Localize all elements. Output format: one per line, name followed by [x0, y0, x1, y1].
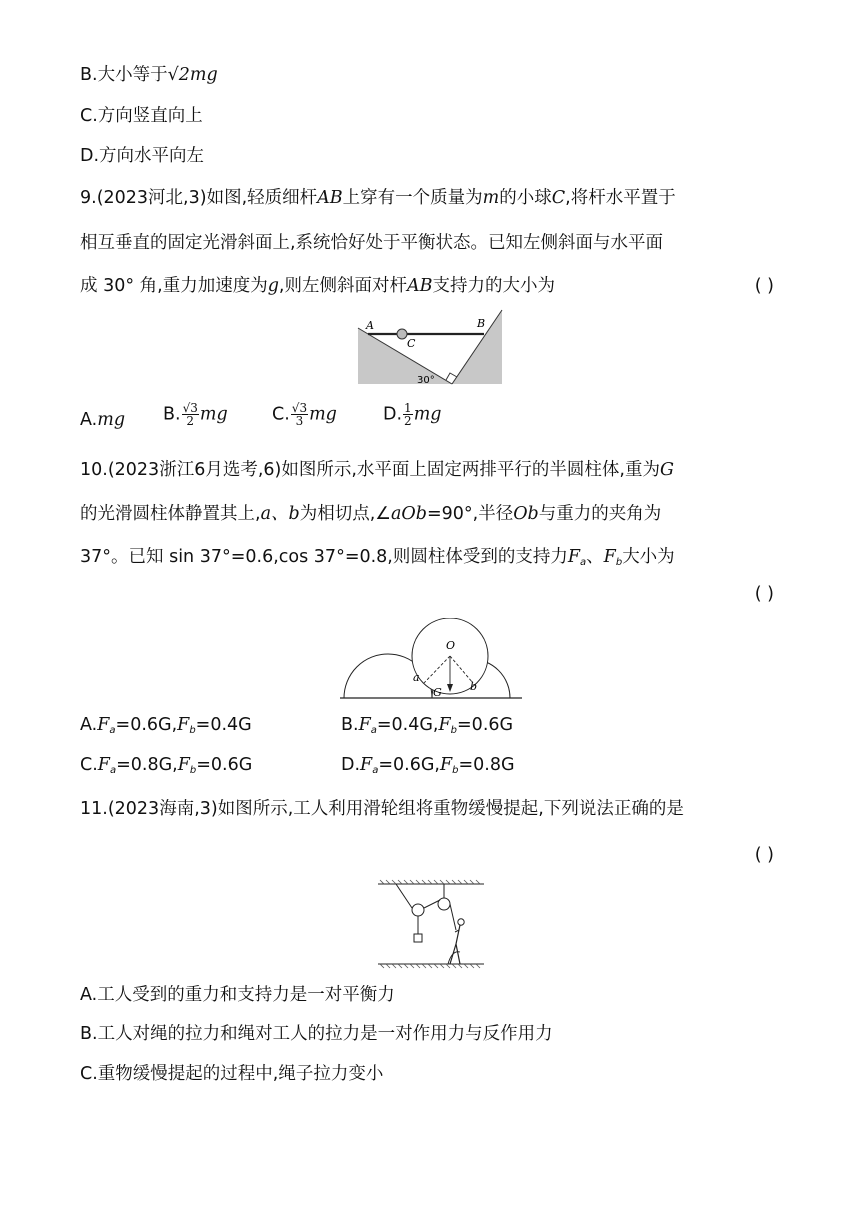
q10-option-c: $C.F_a=0.8G,F_b=0.6G$	[80, 755, 253, 776]
q11-stem-line1: 11.(2023海南,3)如图所示,工人利用滑轮组将重物缓慢提起,下列说法正确的是	[80, 799, 684, 819]
q11-worker	[458, 919, 464, 925]
q10-option-a: $A.F_a=0.6G,F_b=0.4G$	[80, 715, 252, 736]
q9-stem-line1: 9.(2023河北,3)如图,轻质细杆AB上穿有一个质量为m的小球C,将杆水平置于	[80, 188, 676, 208]
q11-answer-paren: ( )	[754, 845, 774, 865]
q11-movable-pulley	[412, 904, 424, 916]
q10-label-b: b	[470, 680, 478, 693]
q10-stem-line2: 的光滑圆柱体静置其上,a、b为相切点,∠aOb=90°,半径Ob与重力的夹角为	[80, 504, 662, 524]
q9-figure	[356, 308, 506, 388]
q9-option-b: B. $\frac{√3}{2}$ mg	[163, 401, 228, 428]
q10-figure	[340, 618, 522, 702]
q9-answer-paren: ( )	[754, 276, 774, 296]
q8-option-d: D.方向水平向左	[80, 146, 205, 166]
q11-option-a: A.工人受到的重力和支持力是一对平衡力	[80, 985, 395, 1005]
q9-option-c: C. $\frac{√3}{3}$ mg	[272, 401, 337, 428]
q11-weight	[414, 934, 422, 942]
q9-option-a: A.mg	[80, 410, 126, 430]
q10-stem-line3: 37°。已知 sin 37°=0.6,cos 37°=0.8,则圆柱体受到的支持力$F_a$、$F_b$大小为	[80, 547, 675, 568]
q10-answer-paren: ( )	[754, 584, 774, 604]
q10-stem-line1: 10.(2023浙江6月选考,6)如图所示,水平面上固定两排平行的半圆柱体,重为G	[80, 460, 674, 480]
q9-label-angle: 30°	[417, 375, 435, 386]
q10-label-g: G	[433, 686, 442, 699]
q9-option-d: D. $\frac{1}{2}$ mg	[383, 401, 442, 428]
q8-option-b: B.大小等于√2mg	[80, 65, 218, 85]
q9-stem-line2: 相互垂直的固定光滑斜面上,系统恰好处于平衡状态。已知左侧斜面与水平面	[80, 233, 664, 253]
q10-label-o: O	[446, 639, 456, 652]
q10-option-d: $D.F_a=0.6G,F_b=0.8G$	[341, 755, 515, 776]
q11-option-b: B.工人对绳的拉力和绳对工人的拉力是一对作用力与反作用力	[80, 1024, 553, 1044]
q9-label-b: B	[477, 317, 486, 330]
q11-figure	[376, 878, 486, 970]
q8-option-b-math: √2mg	[167, 65, 218, 85]
q9-label-a: A	[366, 319, 374, 332]
q10-label-a: a	[413, 671, 420, 684]
q10-option-b: $B.F_a=0.4G,F_b=0.6G$	[341, 715, 514, 736]
q9-stem-line3: 成 30° 角,重力加速度为g,则左侧斜面对杆AB支持力的大小为	[80, 276, 555, 296]
q8-option-c: C.方向竖直向上	[80, 106, 203, 126]
q11-option-c: C.重物缓慢提起的过程中,绳子拉力变小	[80, 1064, 384, 1084]
q9-ball-c	[397, 329, 407, 339]
q9-label-c: C	[407, 337, 416, 350]
